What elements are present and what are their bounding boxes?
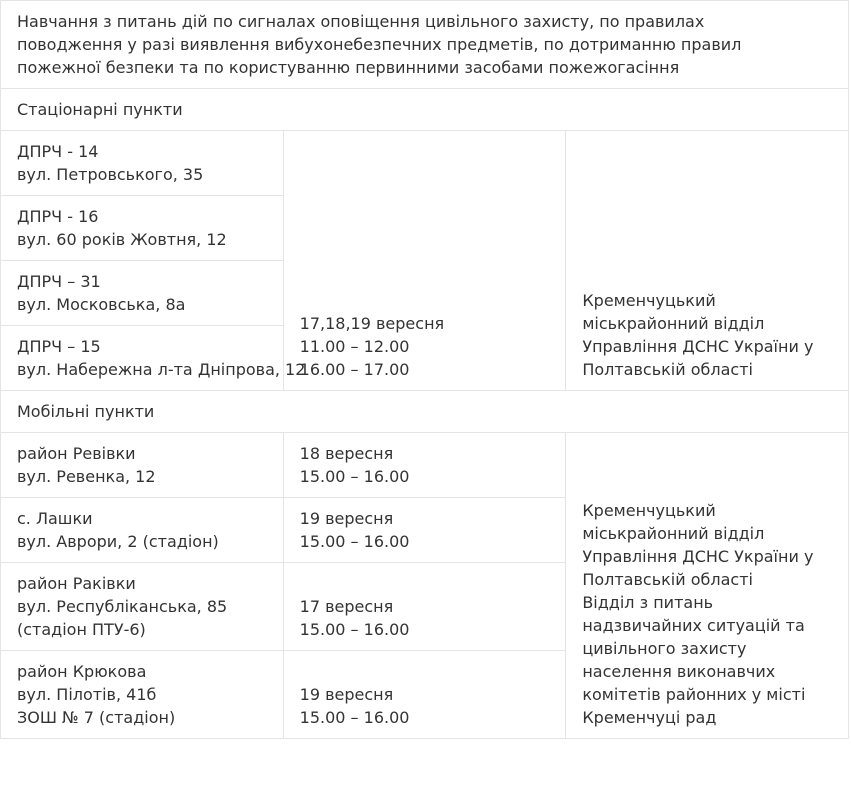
- time-range: 16.00 – 17.00: [299, 360, 410, 379]
- point-line: район Крюкова: [17, 662, 147, 681]
- org-line: Кременчуці рад: [582, 708, 717, 727]
- org-line: населення виконавчих: [582, 662, 776, 681]
- point-address: вул. Набережна л-та Дніпрова, 12: [17, 360, 306, 379]
- org-line: Кременчуцький: [582, 501, 716, 520]
- mobile-point: [1, 433, 284, 498]
- org-line: Кременчуцький: [582, 291, 716, 310]
- time-range: 11.00 – 12.00: [299, 337, 410, 356]
- org-line: Відділ з питань: [582, 593, 714, 612]
- point-line: (стадіон ПТУ-6): [17, 620, 146, 639]
- heading-line: пожежної безпеки та по користуванню первинними засобами пожежогасіння: [17, 58, 680, 77]
- time-date: 17,18,19 вересня: [299, 314, 445, 333]
- point-address: вул. Петровського, 35: [17, 165, 204, 184]
- time-date: 18 вересня: [299, 444, 394, 463]
- time-range: 15.00 – 16.00: [299, 467, 410, 486]
- table-row: [1, 131, 849, 196]
- point-address: вул. Московська, 8а: [17, 295, 186, 314]
- mobile-org-cell: [566, 433, 849, 739]
- stationary-point: [1, 131, 284, 196]
- stationary-point: [1, 326, 306, 391]
- org-line: цивільного захисту: [582, 639, 747, 658]
- org-line: надзвичайних ситуацій та: [582, 616, 805, 635]
- point-name: ДПРЧ - 16: [17, 207, 99, 226]
- point-line: вул. Пілотів, 41б: [17, 685, 157, 704]
- point-line: вул. Аврори, 2 (стадіон): [17, 532, 219, 551]
- table-row: [1, 433, 849, 498]
- mobile-section-row: [1, 391, 849, 433]
- org-line: Управління ДСНС України у: [582, 547, 814, 566]
- time-date: 19 вересня: [299, 685, 394, 704]
- point-line: вул. Республіканська, 85: [17, 597, 228, 616]
- time-range: 15.00 – 16.00: [299, 620, 410, 639]
- heading-cell: [1, 1, 849, 89]
- point-line: район Ревівки: [17, 444, 136, 463]
- org-line: міськрайонний відділ: [582, 314, 765, 333]
- stationary-section-row: [1, 89, 849, 131]
- point-line: ЗОШ № 7 (стадіон): [17, 708, 176, 727]
- mobile-time-cell: [283, 563, 566, 651]
- point-name: ДПРЧ - 14: [17, 142, 99, 161]
- time-date: 19 вересня: [299, 509, 394, 528]
- point-line: с. Лашки: [17, 509, 93, 528]
- time-range: 15.00 – 16.00: [299, 708, 410, 727]
- org-line: Полтавській області: [582, 360, 753, 379]
- stationary-org-cell: [566, 131, 849, 391]
- point-line: район Раківки: [17, 574, 136, 593]
- stationary-point: [1, 261, 284, 326]
- point-name: ДПРЧ – 15: [17, 337, 101, 356]
- stationary-point: [1, 196, 284, 261]
- heading-row: [1, 1, 849, 89]
- mobile-point: [1, 498, 284, 563]
- org-line: Полтавській області: [582, 570, 753, 589]
- time-range: 15.00 – 16.00: [299, 532, 410, 551]
- mobile-time-cell: [283, 498, 566, 563]
- stationary-time-cell: [283, 131, 566, 391]
- mobile-point: [1, 651, 284, 739]
- stationary-section-title: Стаціонарні пункти: [1, 89, 849, 131]
- mobile-point: [1, 563, 284, 651]
- mobile-time-cell: [283, 651, 566, 739]
- time-date: 17 вересня: [299, 597, 394, 616]
- point-name: ДПРЧ – 31: [17, 272, 101, 291]
- org-line: Управління ДСНС України у: [582, 337, 814, 356]
- point-address: вул. 60 років Жовтня, 12: [17, 230, 227, 249]
- org-line: комітетів районних у місті: [582, 685, 806, 704]
- mobile-time-cell: [283, 433, 566, 498]
- heading-line: поводження у разі виявлення вибухонебезпечних предметів, по дотриманню правил: [17, 35, 742, 54]
- heading-line: Навчання з питань дій по сигналах оповіщення цивільного захисту, по правилах: [17, 12, 705, 31]
- mobile-section-title: Мобільні пункти: [1, 391, 849, 433]
- point-line: вул. Ревенка, 12: [17, 467, 156, 486]
- org-line: міськрайонний відділ: [582, 524, 765, 543]
